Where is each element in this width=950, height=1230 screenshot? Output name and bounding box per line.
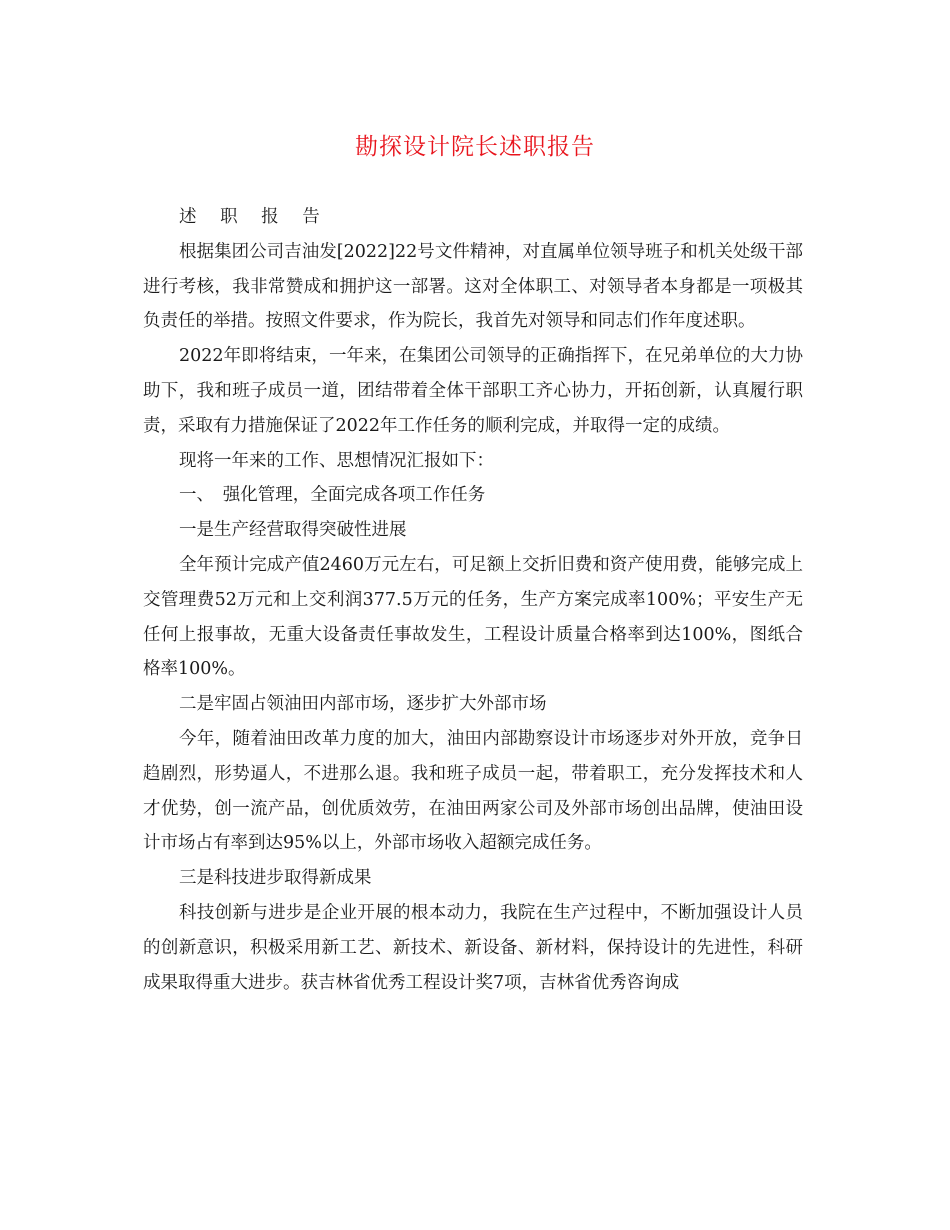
paragraph: 根据集团公司吉油发[2022]22号文件精神，对直属单位领导班子和机关处级干部进行考核，我非常赞成和拥护这一部署。这对全体职工、对领导者本身都是一项极其负责任的举措。按照文件要求，作为院长，我首先对领导和同志们作年度述职。 <box>143 241 803 332</box>
section-heading: 一、 强化管理，全面完成各项工作任务 <box>179 485 486 506</box>
section-heading: 述 职 报 告 <box>179 207 329 227</box>
paragraph: 今年，随着油田改革力度的加大，油田内部勘察设计市场逐步对外开放，竞争日趋剧烈，形势逼人，不进那么退。我和班子成员一起，带着职工，充分发挥技术和人才优势，创一流产品，创优质效劳，在油田两家公司及外部市场创出品牌，使油田设计市场占有率到达95%以上，外部市场收入超额完成任务。 <box>143 728 803 854</box>
document-body <box>143 200 803 1000</box>
subsection-heading: 一是生产经营取得突破性进展 <box>179 520 407 541</box>
paragraph: 现将一年来的工作、思想情况汇报如下： <box>179 450 494 471</box>
paragraph: 2022年即将结束，一年来，在集团公司领导的正确指挥下，在兄弟单位的大力协助下，我和班子成员一道，团结带着全体干部职工齐心协力，开拓创新，认真履行职责，采取有力措施保证了2022年工作任务的顺利完成，并取得一定的成绩。 <box>143 346 803 436</box>
paragraph: 科技创新与进步是企业开展的根本动力，我院在生产过程中，不断加强设计人员的创新意识，积极采用新工艺、新技术、新设备、新材料，保持设计的先进性，科研成果取得重大进步。获吉林省优秀工程设计奖7项，吉林省优秀咨询成 <box>143 902 803 993</box>
document-title: 勘探设计院长述职报告 <box>355 134 595 160</box>
subsection-heading: 二是牢固占领油田内部市场，逐步扩大外部市场 <box>179 694 547 715</box>
paragraph: 全年预计完成产值2460万元左右，可足额上交折旧费和资产使用费，能够完成上交管理费52万元和上交利润377.5万元的任务，生产方案完成率100%；平安生产无任何上报事故，无重大设备责任事故发生，工程设计质量合格率到达100%，图纸合格率100%。 <box>143 554 803 680</box>
subsection-heading: 三是科技进步取得新成果 <box>179 868 372 889</box>
